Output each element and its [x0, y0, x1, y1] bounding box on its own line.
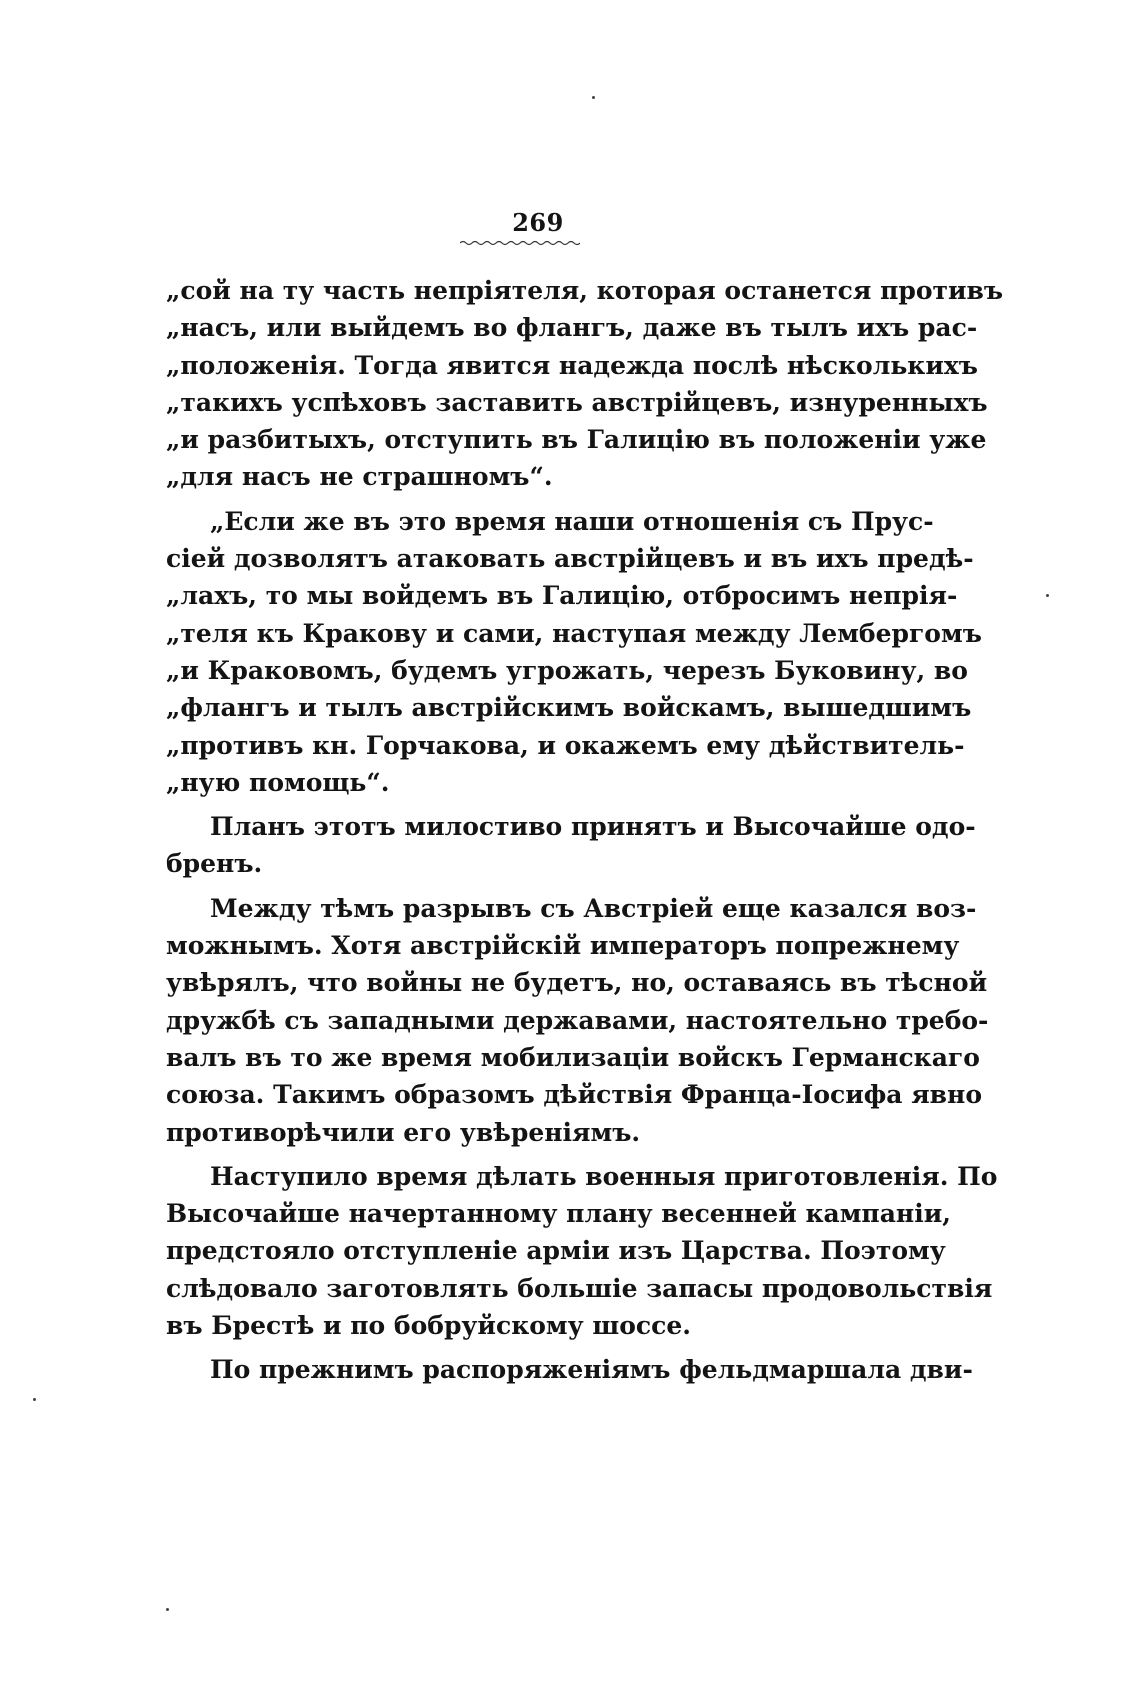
text-line: можнымъ. Хотя австрійскій императоръ попрежнему — [166, 931, 960, 961]
text-line: „лахъ, то мы войдемъ въ Галицію, отбросимъ непрія- — [166, 581, 958, 611]
text-line: „и Краковомъ, будемъ угрожать, черезъ Буковину, во — [166, 655, 968, 685]
text-line: „флангъ и тылъ австрійскимъ войскамъ, вышедшимъ — [166, 693, 972, 723]
text-line: „ную помощь“. — [166, 767, 390, 797]
text-line: По прежнимъ распоряженіямъ фельдмаршала дви- — [210, 1355, 973, 1385]
text-line: дружбѣ съ западными державами, настоятельно требо- — [166, 1005, 989, 1035]
text-line: валъ въ то же время мобилизаціи войскъ Германскаго — [166, 1042, 980, 1072]
scan-speck — [1046, 594, 1049, 597]
text-line: „насъ, или выйдемъ во флангъ, даже въ тылъ ихъ рас- — [166, 313, 978, 343]
page-number: 269 — [512, 208, 564, 237]
paragraph — [166, 503, 982, 801]
scan-speck — [33, 1398, 36, 1401]
text-line: „положенія. Тогда явится надежда послѣ нѣсколькихъ — [166, 350, 978, 380]
text-line: слѣдовало заготовлять большіе запасы продовольствія — [166, 1273, 993, 1303]
paragraph — [166, 890, 989, 1151]
paragraph — [166, 1351, 973, 1388]
text-line: союза. Такимъ образомъ дѣйствія Франца-Іосифа явно — [166, 1080, 983, 1110]
text-column — [166, 272, 1004, 1389]
text-line: „сой на ту часть непріятеля, которая останется противъ — [166, 276, 1004, 305]
text-line: увѣрялъ, что войны не будетъ, но, оставаясь въ тѣсной — [166, 968, 988, 998]
text-line: „и разбитыхъ, отступить въ Галицію въ положеніи уже — [166, 425, 987, 455]
text-line: „для насъ не страшномъ“. — [166, 462, 553, 492]
text-line: „противъ кн. Горчакова, и окажемъ ему дѣйствитель- — [166, 730, 965, 760]
text-line: противорѣчили его увѣреніямъ. — [166, 1117, 641, 1147]
paragraph — [166, 1158, 998, 1344]
text-line: Высочайше начертанному плану весенней кампаніи, — [166, 1199, 951, 1229]
paragraph — [166, 272, 1004, 496]
text-line: бренъ. — [166, 849, 263, 879]
scan-speck — [166, 1608, 169, 1611]
page-number-ornament-rule — [460, 240, 580, 246]
text-line: въ Брестѣ и по бобруйскому шоссе. — [166, 1311, 691, 1341]
text-line: Между тѣмъ разрывъ съ Австріей еще казался воз- — [210, 893, 977, 923]
paragraph — [166, 808, 976, 883]
text-line: Планъ этотъ милостиво принятъ и Высочайше одо- — [210, 812, 976, 842]
text-line: сіей дозволятъ атаковать австрійцевъ и въ ихъ предѣ- — [166, 544, 974, 574]
text-line: предстояло отступленіе арміи изъ Царства. Поэтому — [166, 1236, 946, 1266]
scan-speck — [592, 96, 595, 99]
text-line: „теля къ Кракову и сами, наступая между Лембергомъ — [166, 618, 982, 648]
text-line: „такихъ успѣховъ заставить австрійцевъ, изнуренныхъ — [166, 387, 988, 417]
text-line: „Если же въ это время наши отношенія съ Прус- — [210, 506, 934, 536]
text-line: Наступило время дѣлать военныя приготовленія. По — [210, 1161, 998, 1191]
